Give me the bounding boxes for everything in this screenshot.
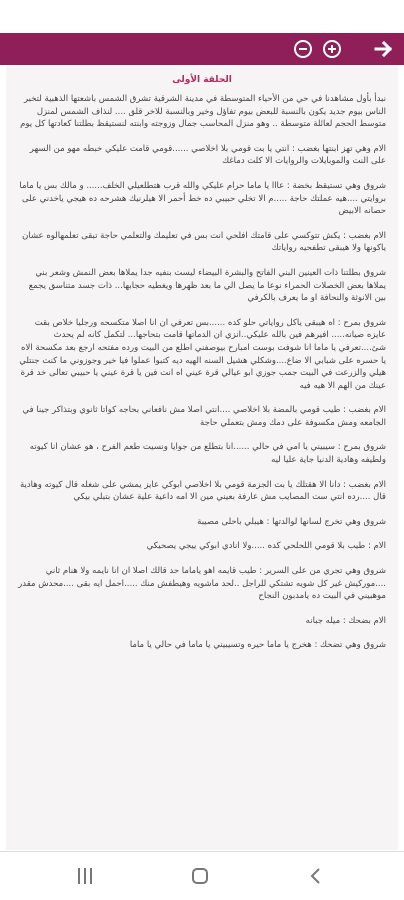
chapter-paragraph: شروق بطلتنا ذات العينين البني الفاتح والبشرة البيضاء ليست بنفيه جدا يملاها بعض النمش وشعر بني يملاها بعض الخصلات الحمراء نوعا ما يصل الي ما بعد ظهرها ويغطيه حجابها... ذات جسد متناسق يجمع بين الانوثة والنحافة او ما يعرف بالكرفي	[25, 267, 386, 304]
chapter-paragraph: الام بغضب : دانا الا هقتلك يا بت الجزمة قومي بلا اخلاصي ابوكي عايز يمشي على شغله قال كيوته وهادية قال ....رده انتي ست المصايب مش عارفة بعيني مين الا امه داعية علية عشان بتبلي بيكي	[17, 479, 386, 503]
zoom-in-button[interactable]	[320, 37, 344, 61]
recents-button[interactable]	[78, 866, 92, 886]
back-button[interactable]	[372, 37, 396, 61]
chapter-paragraph: شروق وهي تجري من على السرير : طيب قايمه اهو ياماما حد قالك اصلا ان انا نايمه ولا هنام ثاني ....موركيش غير كل شويه تشتكي للراجل ..لحد ماشويه وهيطفش منك .....احمل ايه بقى ....محدش مقدر موهبيني في البيت ده يامدبون النجاح	[15, 566, 386, 602]
chapter-paragraph: شروق وهي تضحك : هخرج يا ماما حيره وتسيبيني يا ماما في حالي يا ماما	[129, 640, 386, 651]
home-button[interactable]	[192, 868, 208, 884]
recents-icon	[78, 868, 80, 884]
plus-circle-icon	[323, 40, 341, 58]
chapter-paragraph: شروق بمرح : اه هيبقى ياكل رواياتي حلو كده ......بس تعرفي ان انا اصلا متكسحه ورجليا خلاص بقت عايزه صيانه..... افيرهم فين بالله عليكي..انزي ان الدماتها قامت بتحاجها... لتكمل كانه لم يحدث شئ....تعرفي يا ماما انا شوفت بوست امبارح بيوصفني اطلع من البيت ورده مفتحه ارجع بعد مكسحة الاه يا حسره على شبابي الا ضاع....وشكلي هشيل السنه الهيه ديه كتبوا عملوا فيا خير وجوزوني ما كنت جنتلي هيلي والزرعت في البيت جمب جوزي ابو عيالي قرة عيني اه انت فين يا قرة عيني يا حبيبي تعالى خد قرة عينك من الهم الا هيه فيه	[16, 317, 386, 391]
back-nav-button[interactable]	[306, 866, 326, 886]
zoom-out-button[interactable]	[291, 37, 315, 61]
chapter-paragraph: الام بغضب : طيب قومي بالمضة بلا اخلاصي ....انتي اصلا مش نافعاني بحاجه كواتا ثانوي وبتذاكر جينا في الجامعه ومش مكسوفة على دمك ومش بتعملي حاجة	[19, 405, 386, 428]
chapter-paragraph: الام بغضب : يكش تتوكسي على قامتك افلحي انت بس في تعليمك والتعلمي حاجة تبقى تعلمهالوه عشان ياكونها ولا هيبقى تطفحيه رواياتك	[19, 230, 386, 254]
chapter-title: الحلقة الأولى	[172, 75, 232, 85]
chapter-paragraph: الام : طيب بلا قومي اللحلحي كده .....ولا انادي ابوكي ييجي يصحيكي	[146, 541, 386, 552]
chapter-paragraph: شروق بمرح : سيبيني يا امي في حالي ......انا بتطلع من جوايا ونسيت طعم الفرح ، هو عشان انا كيوته ولطيفه وهادية الدنيا جاية عليا ليه	[27, 442, 386, 466]
reader-toolbar	[0, 33, 404, 65]
status-bar	[0, 0, 404, 33]
arrow-right-icon	[373, 38, 395, 60]
chapter-paragraph: نبدأ بأول مشاهدنا في حي من الأحياء المتوسطة في مدينة الشرقية تشرق الشمس باشعتها الذهبية لتخبر الناس بيوم جديد يكون بالنسبة للبعض بيوم تفاؤل وخير وبالنسبة للاخر قلق .... لنذاف الشمس لمنزل متوسط الحجم لعائلة متوسطة .. وهو منزل المحاسب جمال وزوجته وابنته لنستيقظ بطلتنا كعادتها كل يوم	[20, 94, 386, 130]
chevron-left-icon	[306, 866, 326, 886]
minus-circle-icon	[294, 40, 312, 58]
chapter-paragraph: الام بضحك : ميله جبانه	[305, 615, 386, 626]
chapter-paragraph: شروق وهي تخرج لسانها لوالدتها : هيبلي باحلى مصيبة	[197, 516, 386, 527]
chapter-paragraph: شروق وهي تستيقظ بخضة : عااا يا ماما حرام عليكي والله قرب هتطلعيلي الخلف...... و مالك بس يا ماما بروايتي ....هيه عملتك حاجة .....م الا تخلي حبيبي ده خط أحمر الا هيلرنيك هشرحه ده هيجي ياخدني على حصانه الابيض	[16, 180, 386, 217]
chapter-paragraph: الام وهي تهز ابنتها بغضب : انتي يا بت قومي بلا اخلاصي ......قومي قامت عليكي خبطه مهو من السهر على النت والموبايلات والروايات الا كلت دماغك	[27, 143, 386, 167]
chapter-text	[15, 93, 386, 664]
system-navigation-bar	[0, 852, 404, 900]
chapter-content[interactable]	[6, 65, 398, 850]
